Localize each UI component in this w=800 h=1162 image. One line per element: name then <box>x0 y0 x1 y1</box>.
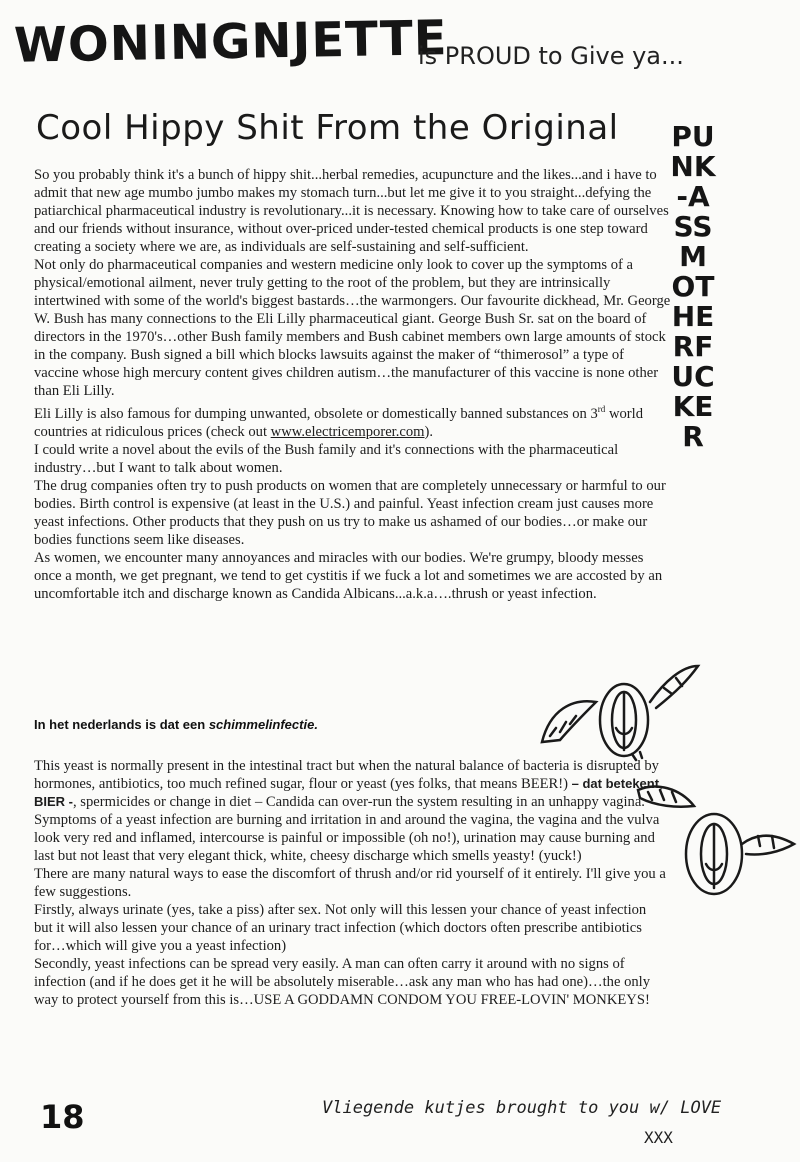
tagline: is PROUD to Give ya... <box>418 42 684 70</box>
masthead-title: WONINGNJETTE <box>13 10 449 74</box>
paragraph: Symptoms of a yeast infection are burning and irritation in and around the vagina, the vagina and the vulva look very red and inflamed, intercourse is painful or impossible (oh no!), urination may cause burning and last but not least that very elegant thick, white, cheesy discharge which smells yeasty! (yuck!) <box>34 812 660 864</box>
paragraph: So you probably think it's a bunch of hippy shit...herbal remedies, acupuncture and the likes...and i have to admit that new age mumbo jumbo makes my stomach turn...but let me give it to you straight...defying the patiarchical pharmaceutical industry is revolutionary...it is necessary. Knowing how to take care of ourselves and our friends without insurance, without over-priced under-tested chemical products is one step toward creating a society where we are, as individuals are self-sustaining and self-sufficient. <box>34 167 669 255</box>
paragraph-beer: This yeast is normally present in the intestinal tract but when the natural balance of bacteria is disrupted by hormones, antibiotics, too much refined sugar, flour or yeast (yes folks, that means BEER!) – dat betekent, BIER -, spermicides or change in diet – Candida can over-run the system resulting in an unhappy vagina. <box>34 758 663 810</box>
winged-illustration-top <box>532 632 702 762</box>
kisses: XXX <box>644 1128 673 1147</box>
signoff-note: Vliegende kutjes brought to you w/ LOVE <box>322 1098 722 1118</box>
main-text <box>34 757 668 1009</box>
paragraph: Secondly, yeast infections can be spread very easily. A man can often carry it around with no signs of infection (and if he does get it he will be absolutely miserable…ask any man who has had one)…the only way to protect yourself from this is…USE A GODDAMN CONDOM YOU FREE-LOVIN' MONKEYS! <box>34 956 651 1008</box>
headline: Cool Hippy Shit From the Original <box>36 108 619 148</box>
intro-text <box>34 166 672 603</box>
paragraph: Not only do pharmaceutical companies and western medicine only look to cover up the symptoms of a physical/emotional ailment, never truly getting to the root of the problem, but they are intrinsically intertwined with some of the world's biggest bastards…the warmongers. Our favourite dickhead, Mr. George W. Bush has many connections to the Eli Lilly pharmaceutical giant. George Bush Sr. sat on the board of directors in the 1970's…other Bush family members and Bush cabinet members own large amounts of stock in the company. Bush signed a bill which blocks lawsuits against the maker of “thimerosol” a type of vaccine whose high mercury content gives children autism…the manufacturer of this vaccine is none other than Eli Lilly. <box>34 257 671 399</box>
page-number: 18 <box>40 1098 85 1136</box>
paragraph: As women, we encounter many annoyances and miracles with our bodies. We're grumpy, bloody messes once a month, we get pregnant, we tend to get cystitis if we fuck a lot and sometimes we are accosted by an uncomfortable itch and discharge known as Candida Albicans...a.k.a….thrush or yeast infection. <box>34 549 663 602</box>
website-link[interactable]: www.electricemporer.com <box>270 423 425 440</box>
dutch-note: In het nederlands is dat een schimmelinfectie. <box>34 717 318 732</box>
paragraph: Firstly, always urinate (yes, take a piss) after sex. Not only will this lessen your chance of yeast infection but it will also lessen your chance of an urinary tract infection (which doctors often prescribe antibiotics for…which will give you a yeast infection) <box>34 902 647 954</box>
winged-illustration-bottom <box>630 778 798 906</box>
vertical-title: PUNK-ASS MOTHERFUCKER <box>670 120 716 453</box>
paragraph-eli-lilly: Eli Lilly is also famous for dumping unwanted, obsolete or domestically banned substances on 3rd world countries at ridiculous prices (check out www.electricemporer.com). <box>34 404 643 440</box>
paragraph: I could write a novel about the evils of the Bush family and it's connections with the pharmaceutical industry…but I want to talk about women. <box>34 441 619 476</box>
paragraph: There are many natural ways to ease the discomfort of thrush and/or rid yourself of it entirely. I'll give you a few suggestions. <box>34 866 666 900</box>
paragraph: The drug companies often try to push products on women that are completely unnecessary or harmful to our bodies. Birth control is expensive (at least in the U.S.) and painful. Yeast infection cream just causes more yeast infections. Other products that they push on us try to make us ashamed of our bodies…or make our bodies functions seem like diseases. <box>34 477 666 548</box>
